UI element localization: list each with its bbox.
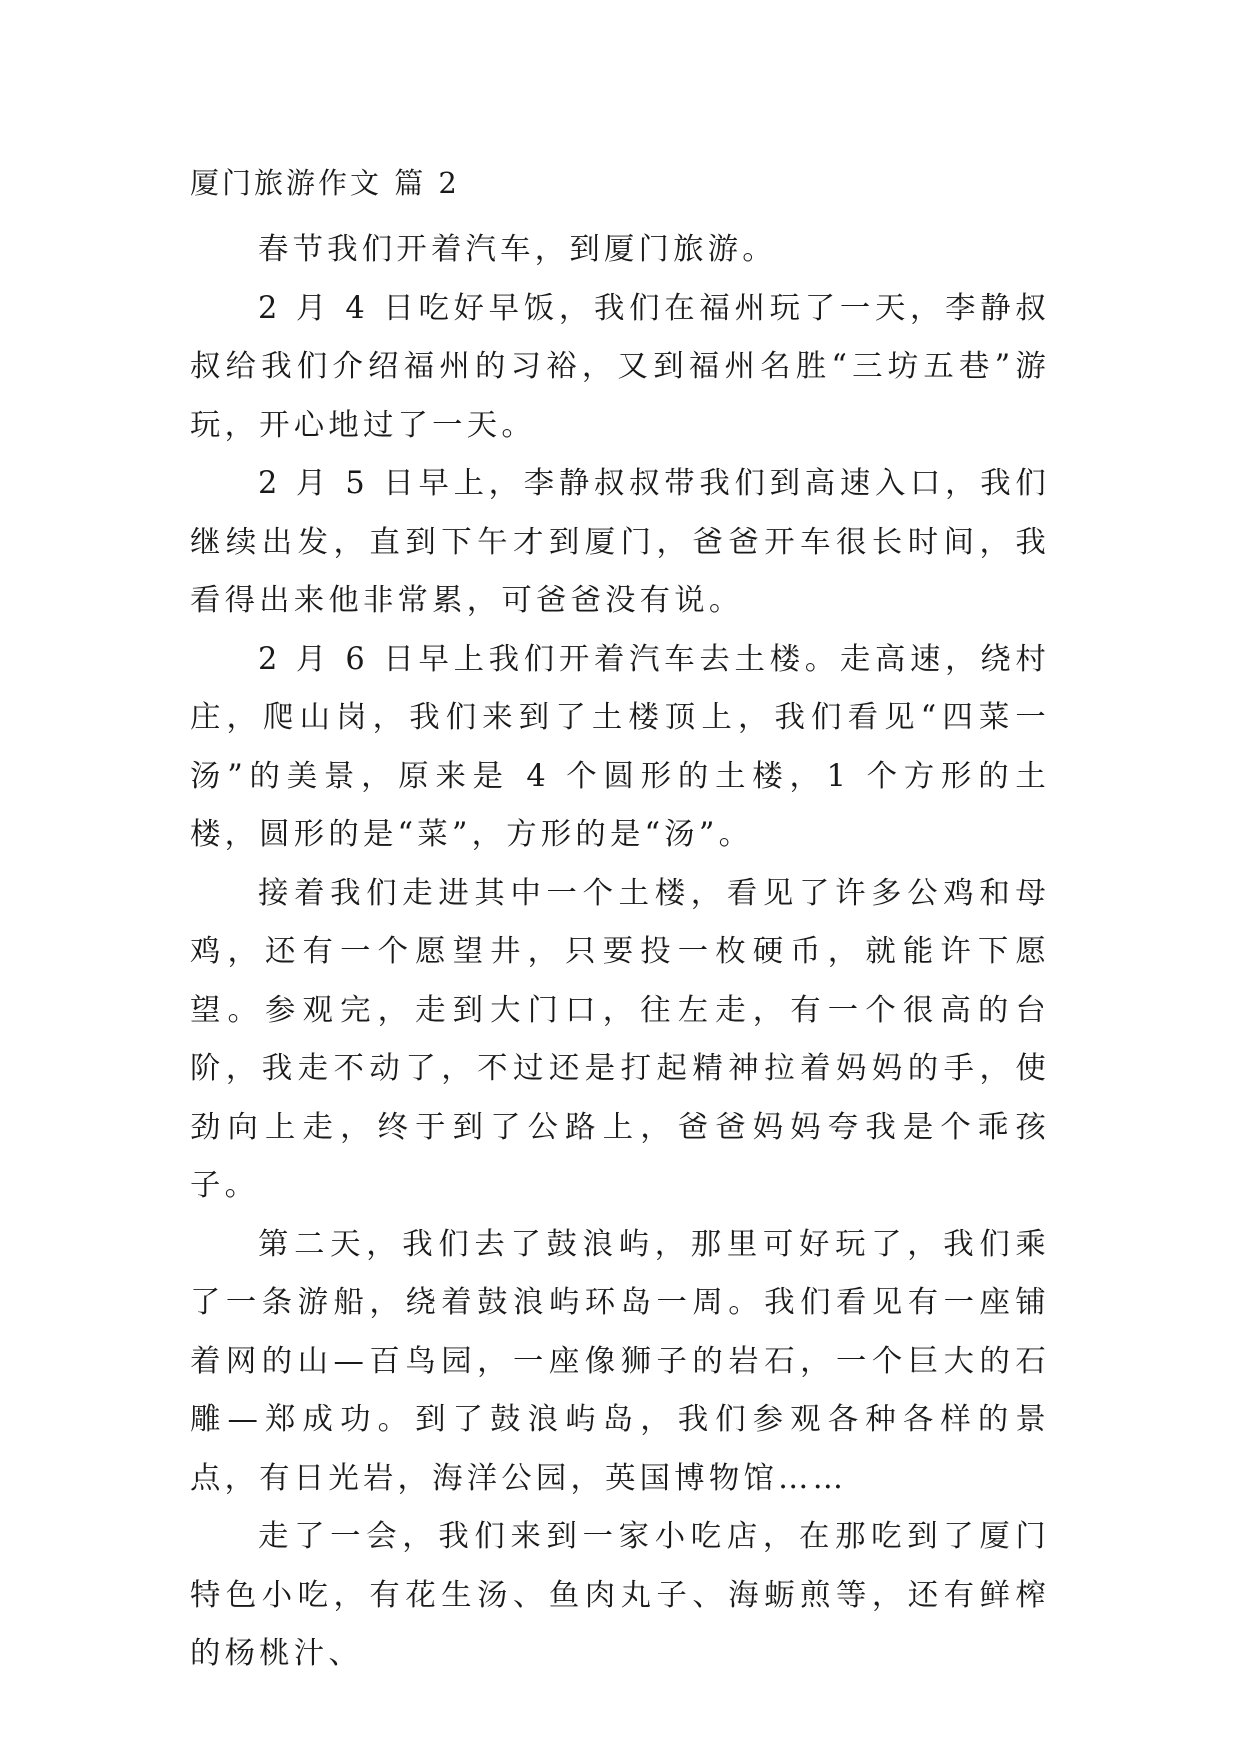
document-body: [190, 221, 1050, 1684]
paragraph-7: 走了一会，我们来到一家小吃店，在那吃到了厦门特色小吃，有花生汤、鱼肉丸子、海蛎煎等，还有鲜榨的杨桃汁、: [190, 1519, 1050, 1671]
paragraph-4: 2 月 6 日早上我们开着汽车去土楼。走高速，绕村庄，爬山岗，我们来到了土楼顶上，我们看见“四菜一汤”的美景，原来是 4 个圆形的土楼，1 个方形的土楼，圆形的是“菜”，方形的是“汤”。: [190, 641, 1050, 852]
paragraph-1: 春节我们开着汽车，到厦门旅游。: [258, 232, 777, 267]
paragraph-3: 2 月 5 日早上，李静叔叔带我们到高速入口，我们继续出发，直到下午才到厦门，爸爸开车很长时间，我看得出来他非常累，可爸爸没有说。: [190, 466, 1050, 618]
paragraph-5: 接着我们走进其中一个土楼，看见了许多公鸡和母鸡，还有一个愿望井，只要投一枚硬币，就能许下愿望。参观完，走到大门口，往左走，有一个很高的台阶，我走不动了，不过还是打起精神拉着妈妈的手，使劲向上走，终于到了公路上，爸爸妈妈夸我是个乖孩子。: [190, 875, 1050, 1203]
paragraph-6: 第二天，我们去了鼓浪屿，那里可好玩了，我们乘了一条游船，绕着鼓浪屿环岛一周。我们看见有一座铺着网的山—百鸟园，一座像狮子的岩石，一个巨大的石雕—郑成功。到了鼓浪屿岛，我们参观各种各样的景点，有日光岩，海洋公园，英国博物馆……: [190, 1226, 1050, 1496]
document-title: 厦门旅游作文 篇 2: [190, 166, 460, 200]
paragraph-2: 2 月 4 日吃好早饭，我们在福州玩了一天，李静叔叔给我们介绍福州的习裕，又到福州名胜“三坊五巷”游玩，开心地过了一天。: [190, 290, 1050, 443]
